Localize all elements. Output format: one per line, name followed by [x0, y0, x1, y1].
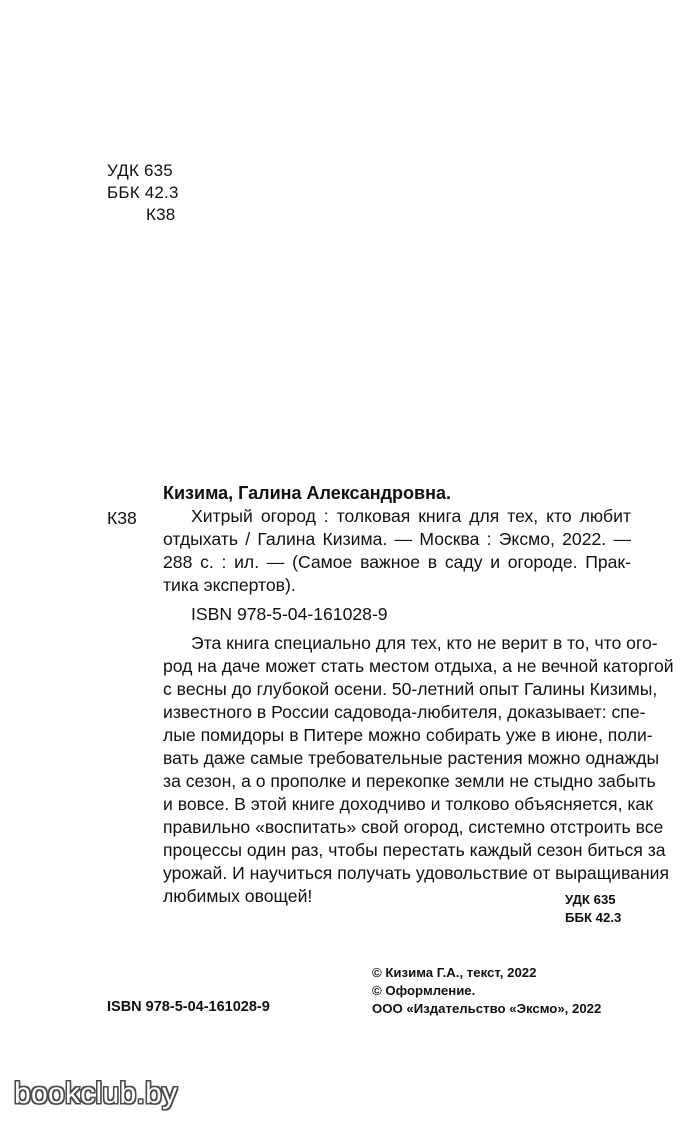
footer-udk: УДК 635	[565, 892, 616, 907]
annotation	[163, 632, 674, 908]
udk-code: УДК 635	[107, 161, 173, 180]
copyright-design-line: © Оформление.	[372, 983, 476, 998]
copyright-text-line: © Кизима Г.А., текст, 2022	[372, 965, 537, 980]
bottom-isbn: ISBN 978-5-04-161028-9	[107, 999, 270, 1015]
annotation-line: любимых овощей!	[163, 886, 313, 906]
annotation-line: урожай. И научиться получать удовольствие от выращивания	[163, 863, 670, 883]
footer-bbk: ББК 42.3	[565, 910, 622, 925]
author-heading: Кизима, Галина Александровна.	[163, 483, 451, 503]
author-mark: К38	[146, 205, 176, 224]
annotation-line: с весны до глубокой осени. 50-летний опыт Галины Кизимы,	[163, 679, 658, 699]
annotation-line: Эта книга специально для тех, кто не верит в то, что ого-	[191, 633, 658, 653]
annotation-line: известного в России садовода-любителя, доказывает: спе-	[163, 702, 646, 722]
annotation-line: вать даже самые требовательные растения можно однажды	[163, 748, 660, 768]
annotation-line: лые помидоры в Питере можно собирать уже в июне, поли-	[163, 725, 653, 745]
annotation-line: правильно «воспитать» свой огород, системно отстроить все	[163, 817, 664, 837]
annotation-line: и вовсе. В этой книге доходчиво и толково объясняется, как	[163, 794, 653, 814]
copyright-publisher-line: ООО «Издательство «Эксмо», 2022	[372, 1001, 602, 1016]
title-line: Хитрый огород : толковая книга для тех, кто любит	[191, 506, 631, 526]
title-line: отдыхать / Галина Кизима. — Москва : Эксмо, 2022. —	[163, 529, 631, 549]
annotation-line: за сезон, а о прополке и перекопке земли не стыдно забыть	[163, 771, 656, 791]
bbk-code: ББК 42.3	[107, 183, 179, 202]
annotation-line: процессы один раз, чтобы перестать каждый сезон биться за	[163, 840, 666, 860]
annotation-line: род на даче может стать местом отдыха, а не вечной каторгой	[163, 656, 674, 676]
call-mark: К38	[107, 508, 137, 528]
title-line: тика экспертов).	[163, 575, 296, 595]
record-isbn: ISBN 978-5-04-161028-9	[191, 604, 388, 624]
watermark: bookclub.by	[14, 1077, 178, 1110]
title-description	[163, 505, 631, 597]
title-line: 288 с. : ил. — (Самое важное в саду и огороде. Прак-	[163, 552, 631, 572]
